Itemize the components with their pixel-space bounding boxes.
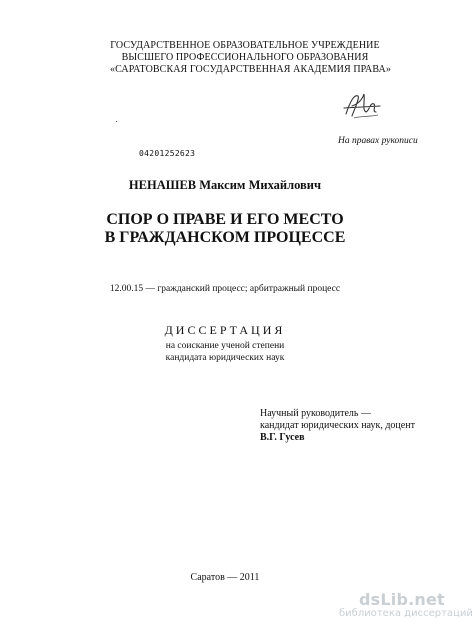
supervisor-name: В.Г. Гусев [260,432,305,443]
supervisor-label: Научный руководитель — [260,408,371,419]
watermark-subtitle: библиотека диссертаций [339,608,473,619]
institution-line: ВЫСШЕГО ПРОФЕССИОНАЛЬНОГО ОБРАЗОВАНИЯ [121,52,369,63]
watermark-domain: dsLib.net [359,590,445,609]
degree-line: кандидата юридических наук [165,353,285,363]
supervisor-block [260,408,415,444]
author-name: НЕНАШЕВ Максим Михайлович [128,178,322,192]
scan-dot [116,121,117,122]
title-line: В ГРАЖДАНСКОМ ПРОЦЕССЕ [104,229,346,246]
dissertation-title [0,211,450,247]
document-type: ДИССЕРТАЦИЯ [164,323,286,337]
signature-icon [340,88,382,122]
supervisor-degree: кандидат юридических наук, доцент [260,420,415,431]
degree-line: на соискание ученой степени [165,341,285,351]
city-year: Саратов — 2011 [190,572,260,583]
degree-info [0,340,450,364]
catalog-number: 04201252623 [139,149,196,158]
institution-line: «САРАТОВСКАЯ ГОСУДАРСТВЕННАЯ АКАДЕМИЯ ПРАВА» [110,64,391,75]
manuscript-note: На правах рукописи [338,136,418,146]
specialty-code: 12.00.15 — гражданский процесс; арбитражный процесс [109,284,341,294]
institution-header [110,40,391,76]
institution-line: ГОСУДАРСТВЕННОЕ ОБРАЗОВАТЕЛЬНОЕ УЧРЕЖДЕНИЕ [110,40,380,51]
title-line: СПОР О ПРАВЕ И ЕГО МЕСТО [106,211,344,228]
